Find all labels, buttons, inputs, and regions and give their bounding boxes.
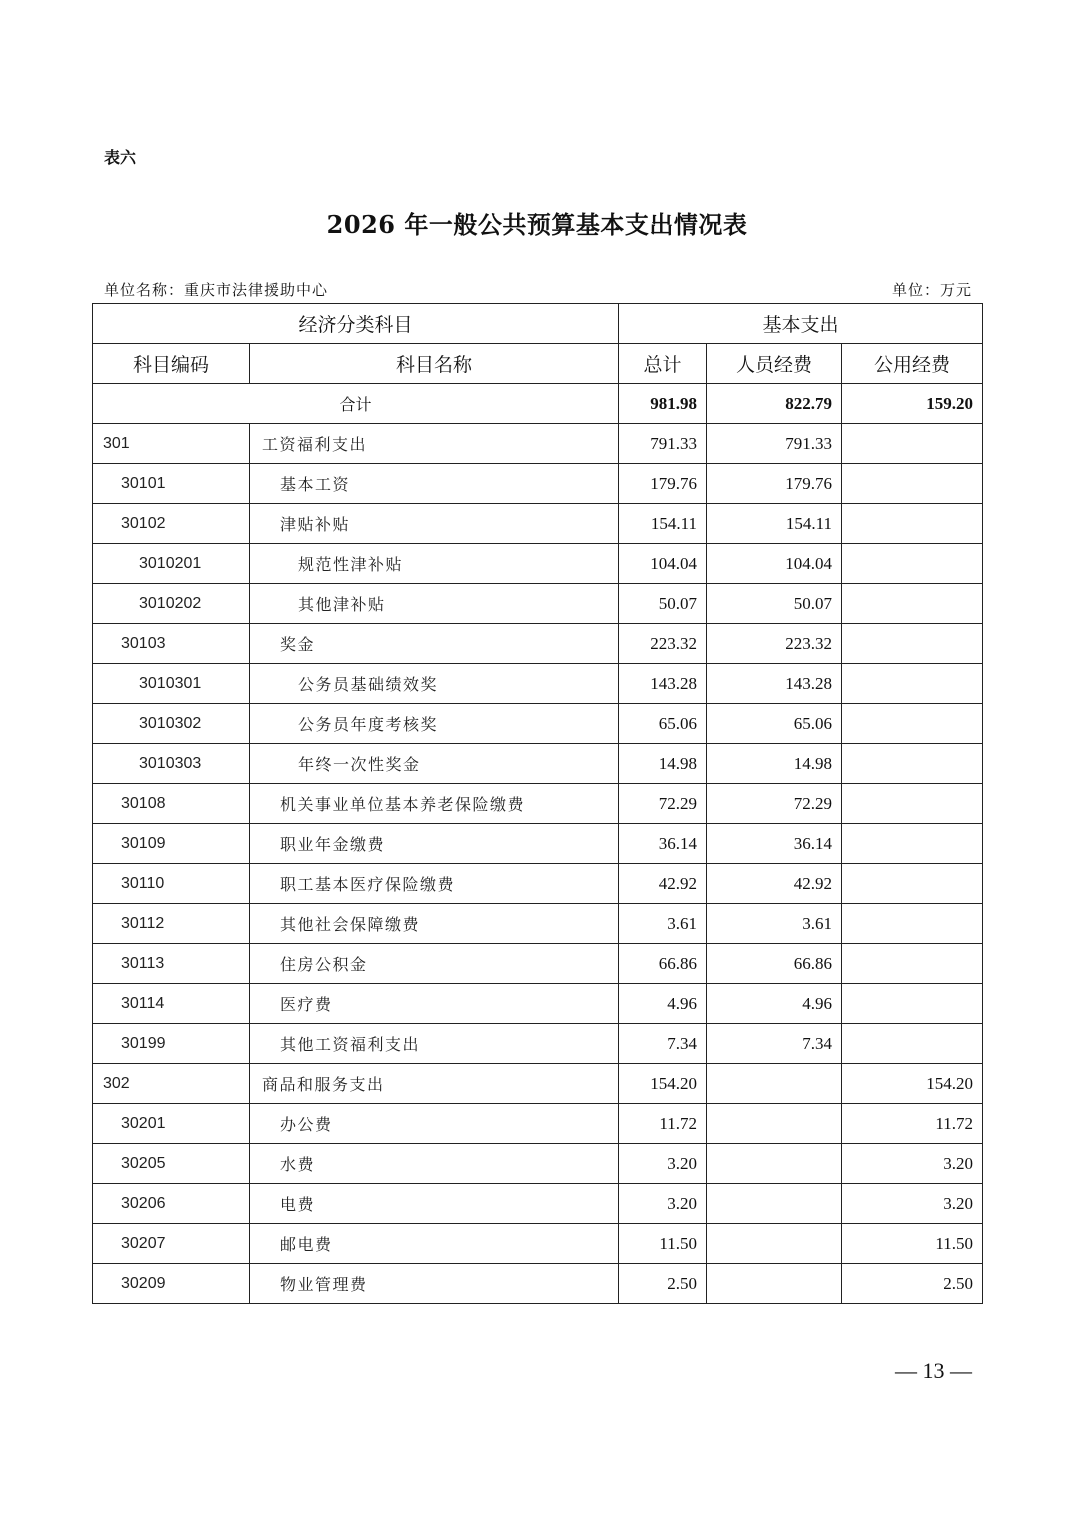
row-name: 年终一次性奖金 xyxy=(250,744,619,784)
row-public: 3.20 xyxy=(842,1184,983,1224)
table-row xyxy=(93,464,983,504)
header-public: 公用经费 xyxy=(842,344,983,384)
row-name: 其他社会保障缴费 xyxy=(250,904,619,944)
row-personnel xyxy=(707,1064,842,1104)
header-name: 科目名称 xyxy=(250,344,619,384)
unit-info-row xyxy=(104,279,972,300)
total-personnel: 822.79 xyxy=(707,384,842,424)
row-public xyxy=(842,464,983,504)
row-code: 3010202 xyxy=(93,584,250,624)
row-name: 基本工资 xyxy=(250,464,619,504)
row-personnel: 154.11 xyxy=(707,504,842,544)
row-code: 30199 xyxy=(93,1024,250,1064)
row-name: 津贴补贴 xyxy=(250,504,619,544)
row-name: 公务员年度考核奖 xyxy=(250,704,619,744)
row-total: 36.14 xyxy=(619,824,707,864)
row-code: 301 xyxy=(93,424,250,464)
row-personnel: 50.07 xyxy=(707,584,842,624)
row-public xyxy=(842,544,983,584)
row-public xyxy=(842,864,983,904)
row-personnel: 42.92 xyxy=(707,864,842,904)
header-economic-category: 经济分类科目 xyxy=(93,304,619,344)
row-personnel: 65.06 xyxy=(707,704,842,744)
row-personnel: 72.29 xyxy=(707,784,842,824)
currency-unit: 单位：万元 xyxy=(891,281,972,299)
budget-table xyxy=(92,303,983,1304)
row-personnel: 179.76 xyxy=(707,464,842,504)
unit-name: 单位名称：重庆市法律援助中心 xyxy=(104,281,329,299)
row-total: 154.20 xyxy=(619,1064,707,1104)
row-personnel: 3.61 xyxy=(707,904,842,944)
row-code: 30206 xyxy=(93,1184,250,1224)
row-personnel: 104.04 xyxy=(707,544,842,584)
table-row xyxy=(93,744,983,784)
row-public xyxy=(842,904,983,944)
total-total: 981.98 xyxy=(619,384,707,424)
row-code: 30209 xyxy=(93,1264,250,1304)
row-total: 223.32 xyxy=(619,624,707,664)
row-name: 其他津补贴 xyxy=(250,584,619,624)
row-name: 规范性津补贴 xyxy=(250,544,619,584)
row-public xyxy=(842,424,983,464)
header-personnel: 人员经费 xyxy=(707,344,842,384)
row-name: 机关事业单位基本养老保险缴费 xyxy=(250,784,619,824)
row-code: 3010303 xyxy=(93,744,250,784)
row-public: 3.20 xyxy=(842,1144,983,1184)
row-total: 3.20 xyxy=(619,1184,707,1224)
table-row xyxy=(93,864,983,904)
row-personnel: 36.14 xyxy=(707,824,842,864)
row-public: 11.72 xyxy=(842,1104,983,1144)
row-total: 11.72 xyxy=(619,1104,707,1144)
row-public xyxy=(842,584,983,624)
table-label: 表六 xyxy=(104,148,137,167)
row-total: 72.29 xyxy=(619,784,707,824)
header-total: 总计 xyxy=(619,344,707,384)
row-name: 职业年金缴费 xyxy=(250,824,619,864)
row-total: 3.61 xyxy=(619,904,707,944)
row-total: 42.92 xyxy=(619,864,707,904)
row-code: 3010201 xyxy=(93,544,250,584)
row-code: 302 xyxy=(93,1064,250,1104)
row-name: 邮电费 xyxy=(250,1224,619,1264)
row-code: 30201 xyxy=(93,1104,250,1144)
total-public: 159.20 xyxy=(842,384,983,424)
row-public: 2.50 xyxy=(842,1264,983,1304)
row-name: 办公费 xyxy=(250,1104,619,1144)
row-total: 11.50 xyxy=(619,1224,707,1264)
row-public xyxy=(842,824,983,864)
row-total: 143.28 xyxy=(619,664,707,704)
row-total: 4.96 xyxy=(619,984,707,1024)
header-code: 科目编码 xyxy=(93,344,250,384)
table-row xyxy=(93,1064,983,1104)
row-total: 14.98 xyxy=(619,744,707,784)
row-total: 7.34 xyxy=(619,1024,707,1064)
row-public xyxy=(842,504,983,544)
row-code: 30101 xyxy=(93,464,250,504)
row-personnel xyxy=(707,1104,842,1144)
row-personnel xyxy=(707,1184,842,1224)
total-label: 合计 xyxy=(93,384,619,424)
row-total: 791.33 xyxy=(619,424,707,464)
row-personnel: 223.32 xyxy=(707,624,842,664)
row-personnel: 143.28 xyxy=(707,664,842,704)
row-public xyxy=(842,944,983,984)
row-public: 154.20 xyxy=(842,1064,983,1104)
table-row xyxy=(93,544,983,584)
row-public xyxy=(842,1024,983,1064)
row-total: 3.20 xyxy=(619,1144,707,1184)
table-row xyxy=(93,504,983,544)
row-code: 30112 xyxy=(93,904,250,944)
row-public xyxy=(842,704,983,744)
table-row xyxy=(93,1184,983,1224)
row-public: 11.50 xyxy=(842,1224,983,1264)
row-public xyxy=(842,984,983,1024)
row-name: 公务员基础绩效奖 xyxy=(250,664,619,704)
row-total: 50.07 xyxy=(619,584,707,624)
table-row xyxy=(93,424,983,464)
page-number: — 13 — xyxy=(895,1358,972,1383)
row-name: 商品和服务支出 xyxy=(250,1064,619,1104)
row-total: 179.76 xyxy=(619,464,707,504)
row-public xyxy=(842,744,983,784)
row-code: 30108 xyxy=(93,784,250,824)
row-code: 30205 xyxy=(93,1144,250,1184)
row-code: 30113 xyxy=(93,944,250,984)
table-row xyxy=(93,624,983,664)
row-name: 其他工资福利支出 xyxy=(250,1024,619,1064)
row-total: 65.06 xyxy=(619,704,707,744)
table-row xyxy=(93,704,983,744)
header-basic-expenditure: 基本支出 xyxy=(619,304,983,344)
table-row xyxy=(93,824,983,864)
row-code: 30109 xyxy=(93,824,250,864)
table-row xyxy=(93,1264,983,1304)
row-code: 30103 xyxy=(93,624,250,664)
row-total: 66.86 xyxy=(619,944,707,984)
row-public xyxy=(842,664,983,704)
table-row xyxy=(93,1104,983,1144)
row-name: 职工基本医疗保险缴费 xyxy=(250,864,619,904)
row-personnel xyxy=(707,1264,842,1304)
row-code: 3010301 xyxy=(93,664,250,704)
row-total: 104.04 xyxy=(619,544,707,584)
total-row xyxy=(93,384,983,424)
row-personnel: 66.86 xyxy=(707,944,842,984)
row-personnel: 14.98 xyxy=(707,744,842,784)
row-personnel: 4.96 xyxy=(707,984,842,1024)
table-row xyxy=(93,944,983,984)
row-name: 电费 xyxy=(250,1184,619,1224)
table-row xyxy=(93,1224,983,1264)
row-name: 住房公积金 xyxy=(250,944,619,984)
row-code: 30207 xyxy=(93,1224,250,1264)
table-row xyxy=(93,1024,983,1064)
row-public xyxy=(842,624,983,664)
row-personnel: 7.34 xyxy=(707,1024,842,1064)
row-code: 30110 xyxy=(93,864,250,904)
table-row xyxy=(93,1144,983,1184)
table-row xyxy=(93,784,983,824)
page-title: 2026 年一般公共预算基本支出情况表 xyxy=(326,210,748,239)
table-row xyxy=(93,664,983,704)
row-total: 154.11 xyxy=(619,504,707,544)
row-personnel: 791.33 xyxy=(707,424,842,464)
row-total: 2.50 xyxy=(619,1264,707,1304)
row-name: 奖金 xyxy=(250,624,619,664)
row-personnel xyxy=(707,1224,842,1264)
table-row xyxy=(93,904,983,944)
row-name: 工资福利支出 xyxy=(250,424,619,464)
row-code: 3010302 xyxy=(93,704,250,744)
row-public xyxy=(842,784,983,824)
row-code: 30102 xyxy=(93,504,250,544)
row-code: 30114 xyxy=(93,984,250,1024)
table-row xyxy=(93,584,983,624)
row-personnel xyxy=(707,1144,842,1184)
row-name: 医疗费 xyxy=(250,984,619,1024)
row-name: 物业管理费 xyxy=(250,1264,619,1304)
row-name: 水费 xyxy=(250,1144,619,1184)
table-row xyxy=(93,984,983,1024)
